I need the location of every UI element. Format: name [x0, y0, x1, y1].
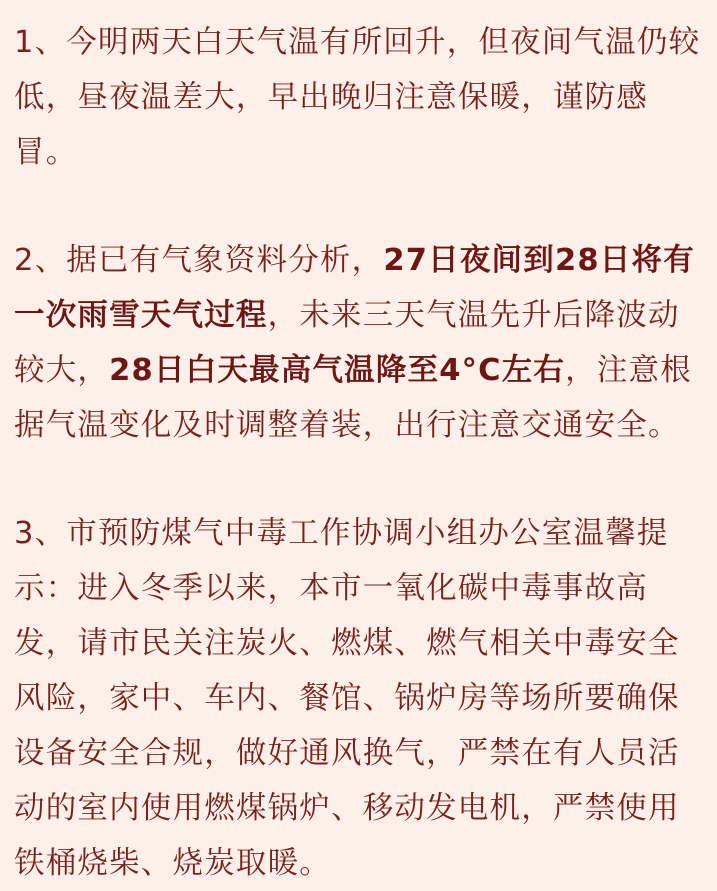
- paragraph-2-text-a: 2、据已有气象资料分析，: [14, 243, 384, 278]
- paragraph-1: [14, 15, 706, 180]
- paragraph-3-text: 3、市预防煤气中毒工作协调小组办公室温馨提示：进入冬季以来，本市一氧化碳中毒事故高发，请市民关注炭火、燃煤、燃气相关中毒安全风险，家中、车内、餐馆、锅炉房等场所要确保设备安全合规，做好通风换气，严禁在有人员活动的室内使用燃煤锅炉、移动发电机，严禁使用铁桶烧柴、烧炭取暖。: [14, 516, 680, 881]
- paragraph-2: [14, 233, 706, 453]
- notice-content: [14, 15, 706, 891]
- paragraph-3: [14, 506, 706, 891]
- paragraph-2-highlight-a: 27日夜间到28日将有一次雨雪天气过程: [14, 243, 695, 333]
- paragraph-2-text-c: ，注意根据气温变化及时调整着装，出行注意交通安全。: [14, 353, 692, 443]
- paragraph-2-highlight-b: 28日白天最高气温降至4°C左右: [109, 353, 566, 388]
- paragraph-1-text: 1、今明两天白天气温有所回升，但夜间气温仍较低，昼夜温差大，早出晚归注意保暖，谨防感冒。: [14, 25, 701, 170]
- paragraph-2-text-b: ，未来三天气温先升后降波动较大，: [14, 298, 680, 388]
